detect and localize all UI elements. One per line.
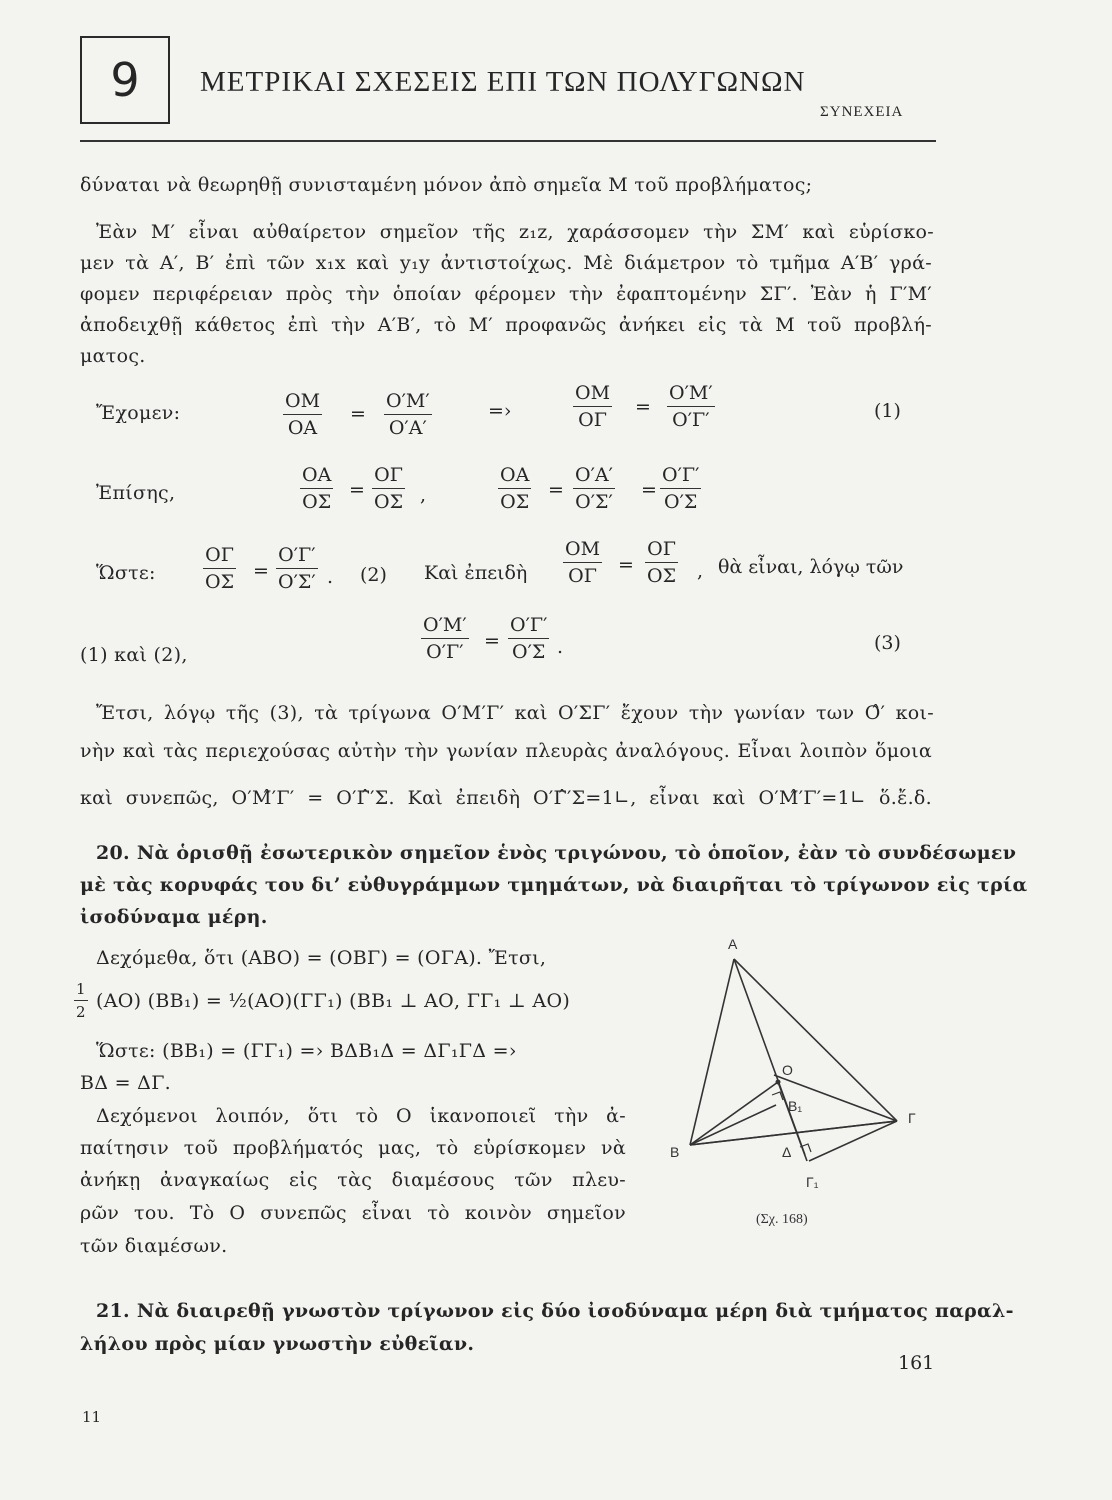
text-line: ἀποδειχθῇ κάθετος ἐπὶ τὴν Α′Β′, τὸ Μ′ προφανῶς ἀνήκει εἰς τὰ Μ τοῦ προβλή-	[80, 314, 932, 336]
label-G: Γ	[908, 1110, 916, 1126]
equation-tag: (3)	[874, 632, 901, 654]
equation-label: (1) καὶ (2),	[80, 644, 188, 666]
problem-text: λήλου πρὸς μίαν γνωστὴν εὐθεῖαν.	[80, 1333, 475, 1355]
numerator: ΟΑ	[300, 464, 333, 489]
numerator: Ο′Γ′	[276, 544, 317, 569]
solution-line: τῶν διαμέσων.	[80, 1235, 228, 1257]
denominator: ΟΓ	[568, 565, 597, 587]
equals-sign: =	[253, 560, 269, 582]
numerator: ΟΜ	[573, 382, 612, 407]
equation-label: Ὥστε:	[96, 562, 156, 584]
chapter-subtitle: ΣΥΝΕΧΕΙΑ	[820, 104, 904, 120]
one-half-fraction	[74, 980, 88, 1021]
figure-caption: (Σχ. 168)	[756, 1212, 808, 1227]
chapter-number-box	[80, 36, 170, 124]
label-B: Β	[670, 1144, 680, 1160]
numerator: Ο′Γ′	[660, 464, 701, 489]
numerator: Ο′Μ′	[384, 390, 432, 415]
denominator: Ο′Σ′	[278, 571, 316, 593]
solution-line: ΒΔ = ΔΓ.	[80, 1072, 172, 1094]
label-A: Α	[728, 936, 738, 952]
equation-label: Ἐπίσης,	[96, 482, 176, 504]
equals-sign: =	[548, 479, 564, 501]
text-line: δύναται νὰ θεωρηθῇ συνισταμένη μόνον ἀπὸ σημεῖα Μ τοῦ προβλήματος;	[80, 174, 813, 196]
problem-21-heading	[96, 1300, 1014, 1322]
fraction	[372, 464, 405, 513]
signature-mark: 11	[82, 1408, 102, 1426]
denominator: ΟΓ	[578, 409, 607, 431]
numerator: ΟΜ	[283, 390, 322, 415]
numerator: Ο′Μ′	[667, 382, 715, 407]
problem-text: ἰσοδύναμα μέρη.	[80, 906, 268, 928]
denominator: Ο′Σ	[664, 491, 698, 513]
numerator: Ο′Μ′	[421, 614, 469, 639]
equals-sign: =	[635, 396, 651, 418]
text-line: μεν τὰ Α′, Β′ ἐπὶ τῶν x₁x καὶ y₁y ἀντιστοίχως. Μὲ διάμετρον τὸ τμῆμα Α′Β′ γρά-	[80, 252, 932, 274]
equals-sign: =	[484, 630, 500, 652]
denominator: Ο′Γ′	[672, 409, 710, 431]
denominator: Ο′Γ′	[426, 641, 464, 663]
equals-sign: =	[350, 403, 366, 425]
numerator: Ο′Γ′	[508, 614, 549, 639]
denominator: Ο′Α′	[388, 417, 427, 439]
solution-line: ρῶν του. Τὸ Ο συνεπῶς εἶναι τὸ κοινὸν σημεῖον	[80, 1202, 626, 1224]
denominator: ΟΣ	[500, 491, 530, 513]
denominator: ΟΣ	[205, 571, 235, 593]
equals-sign: =	[641, 479, 657, 501]
denominator: ΟΣ	[302, 491, 332, 513]
triangle-diagram	[660, 935, 940, 1235]
solution-line: (ΑΟ) (ΒΒ₁) = ½(ΑΟ)(ΓΓ₁) (ΒΒ₁ ⊥ ΑΟ, ΓΓ₁ ⊥ ΑΟ)	[96, 990, 571, 1012]
solution-line: παίτησιν τοῦ προβλήματός μας, τὸ εὑρίσκομεν νὰ	[80, 1137, 626, 1159]
header-rule	[80, 140, 936, 142]
text-line: ματος.	[80, 345, 146, 367]
label-B1: Β₁	[788, 1098, 803, 1114]
denominator: Ο′Σ	[512, 641, 546, 663]
solution-line: Δεχόμεθα, ὅτι (ΑΒΟ) = (ΟΒΓ) = (ΟΓΑ). Ἔτσι,	[96, 947, 547, 969]
fraction	[645, 538, 678, 587]
chapter-title: ΜΕΤΡΙΚΑΙ ΣΧΕΣΕΙΣ ΕΠΙ ΤΩΝ ΠΟΛΥΓΩΝΩΝ	[200, 66, 806, 98]
inline-text: Καὶ ἐπειδὴ	[424, 562, 528, 584]
denominator: ΟΣ	[374, 491, 404, 513]
problem-text: Νὰ διαιρεθῇ γνωστὸν τρίγωνον εἰς δύο ἰσοδύναμα μέρη διὰ τμήματος παραλ-	[136, 1300, 1014, 1322]
fraction	[563, 538, 602, 587]
denominator: Ο′Σ′	[575, 491, 613, 513]
numerator: ΟΑ	[498, 464, 531, 489]
fraction	[300, 464, 333, 513]
equals-sign: =	[349, 479, 365, 501]
numerator: Ο′Α′	[573, 464, 615, 489]
denominator: ΟΑ	[287, 417, 318, 439]
fraction	[573, 464, 615, 513]
text-line: Ἔτσι, λόγῳ τῆς (3), τὰ τρίγωνα Ο′Μ′Γ′ καὶ Ο′ΣΓ′ ἔχουν τὴν γωνίαν των Ο̂′ κοι-	[96, 702, 934, 724]
fraction	[667, 382, 715, 431]
numerator: ΟΓ	[203, 544, 236, 569]
fraction	[498, 464, 531, 513]
solution-line: ἀνήκῃ ἀναγκαίως εἰς τὰς διαμέσους τῶν πλευ-	[80, 1169, 626, 1191]
equation-label: Ἔχομεν:	[96, 402, 181, 424]
fraction	[421, 614, 469, 663]
text-line: Ἐὰν Μ′ εἶναι αὐθαίρετον σημεῖον τῆς z₁z, χαράσσομεν τὴν ΣΜ′ καὶ εὑρίσκο-	[96, 221, 934, 243]
numerator: 1	[74, 980, 88, 1001]
fraction	[203, 544, 236, 593]
solution-line: Ὥστε: (ΒΒ₁) = (ΓΓ₁) =› ΒΔΒ₁Δ = ΔΓ₁ΓΔ =›	[96, 1040, 517, 1062]
chapter-number: 9	[110, 53, 140, 107]
fraction	[384, 390, 432, 439]
point-O	[776, 1080, 781, 1085]
numerator: ΟΓ	[372, 464, 405, 489]
problem-number: 21.	[96, 1300, 130, 1322]
problem-20-heading	[96, 842, 1017, 864]
text-line: φομεν περιφέρειαν πρὸς τὴν ὁποίαν φέρομεν τὴν ἐφαπτομένην ΣΓ′. Ἐὰν ἡ Γ′Μ′	[80, 283, 932, 305]
text-line: καὶ συνεπῶς, Ο′Μ̂′Γ′ = Ο′Γ̂′Σ. Καὶ ἐπειδὴ Ο′Γ̂′Σ=1∟, εἶναι καὶ Ο′Μ̂′Γ′=1∟ ὅ.ἔ.δ.	[80, 787, 932, 809]
inline-text: θὰ εἶναι, λόγῳ τῶν	[718, 556, 904, 578]
fraction	[508, 614, 549, 663]
problem-text: μὲ τὰς κορυφάς του δι’ εὐθυγράμμων τμημάτων, νὰ διαιρῆται τὸ τρίγωνον εἰς τρία	[80, 874, 1028, 896]
implies-arrow: =›	[488, 400, 512, 422]
text-line: νὴν καὶ τὰς περιεχούσας αὐτὴν τὴν γωνίαν πλευρὰς ἀναλόγους. Εἶναι λοιπὸν ὅμοια	[80, 740, 932, 762]
label-D: Δ	[782, 1144, 792, 1160]
solution-line: Δεχόμενοι λοιπόν, ὅτι τὸ Ο ἱκανοποιεῖ τὴν ἀ-	[96, 1105, 626, 1127]
equation-tag: (1)	[874, 400, 901, 422]
segment-G-G1	[809, 1121, 897, 1161]
fraction	[276, 544, 318, 593]
segment-B-B1	[690, 1105, 776, 1145]
numerator: ΟΜ	[563, 538, 602, 563]
side-AB	[690, 959, 734, 1145]
equation-tag: (2)	[360, 564, 387, 586]
problem-number: 20.	[96, 842, 130, 864]
fraction	[283, 390, 322, 439]
numerator: ΟΓ	[645, 538, 678, 563]
denominator: 2	[76, 1003, 86, 1021]
fraction	[660, 464, 701, 513]
fraction	[573, 382, 612, 431]
equals-sign: =	[618, 554, 634, 576]
page-number: 161	[898, 1352, 935, 1374]
label-O: Ο	[782, 1062, 793, 1078]
problem-text: Νὰ ὁρισθῇ ἐσωτερικὸν σημεῖον ἑνὸς τριγώνου, τὸ ὁποῖον, ἐὰν τὸ συνδέσωμεν	[136, 842, 1017, 864]
denominator: ΟΣ	[647, 565, 677, 587]
label-G1: Γ₁	[806, 1174, 819, 1190]
